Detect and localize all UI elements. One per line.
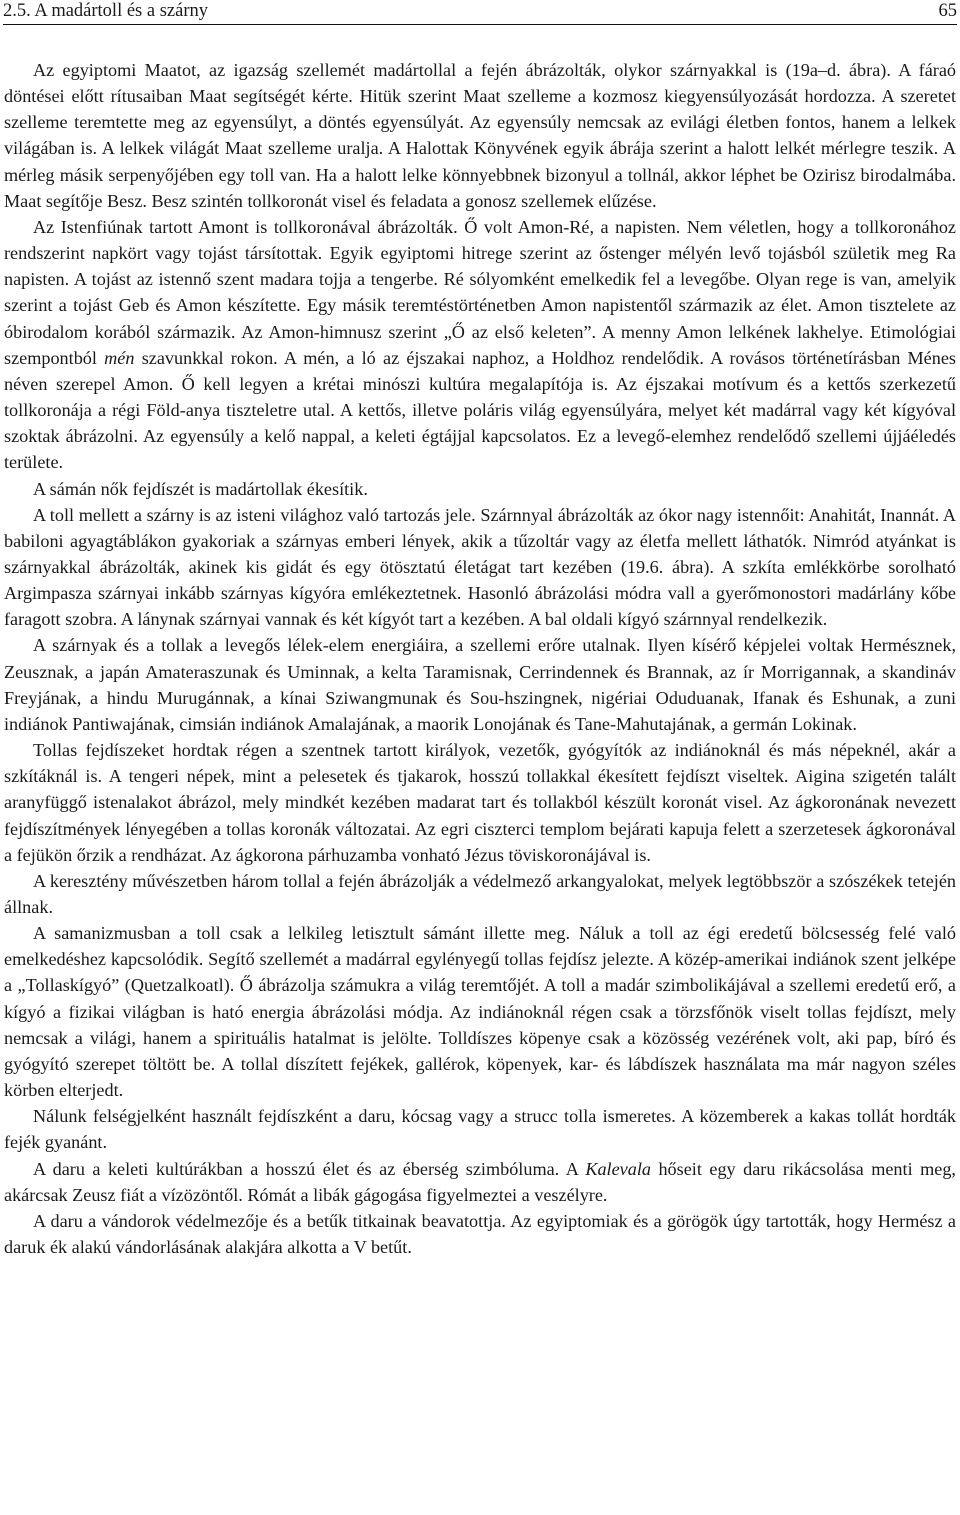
paragraph: A daru a vándorok védelmezője és a betűk titkainak beavatottja. Az egyiptomiak és a görögök úgy tartották, hogy Hermész a daruk ék alakú vándorlásának alakjára alkotta a V betűt. [4,1210,956,1258]
paragraph: Az Istenfiúnak tartott Amont is tollkoronával ábrázolták. Ő volt Amon-Ré, a napisten. Nem véletlen, hogy a tollkoronához rendszerint napkört vagy tojást társítottak. Egyik egyiptomi hitrege szerint az őstenger mélyén levő tojásból születik meg Ra napisten. A tojást az istennő szent madara tojja a tengerbe. Ré sólyomként emelkedik fel a levegőbe. Olyan rege is van, amelyik szerint a tojást Geb és Amon készítette. Egy másik teremtéstörténetben Amon napistentől származik az élet. Amon tisztelete az óbirodalom korából származik. Az Amon-himnusz szerint „Ő az első keleten”. A menny Amon lelkének lakhelye. Etimológiai szempontból mén szavunkkal rokon. A mén, a ló az éjszakai naphoz, a Holdhoz rendelődik. A rovásos történetírásban Ménes néven szerepel Amon. Ő kell legyen a krétai minószi kultúra megalapítója is. Az éjszakai motívum és a kettős szerkezetű tollkoronája a régi Föld-anya tiszteletre utal. A kettős, illetve poláris világ egyensúlyára, melyet két madárral vagy két kígyóval szoktak ábrázolni. Az egyensúly a kelő nappal, a keleti égtájjal kapcsolatos. Ez a levegő-elemhez rendelődő szellemi újjáéledés területe. [4,216,956,473]
page-number: 65 [938,1,957,21]
italic-term: Kalevala [585,1158,651,1179]
section-title: 2.5. A madártoll és a szárny [3,1,208,21]
paragraph: Az egyiptomi Maatot, az igazság szellemét madártollal a fején ábrázolták, olykor szárnyakkal is (19a–d. ábra). A fáraó döntései előtt rítusaiban Maat segítségét kérte. Hitük szerint Maat szelleme a kozmosz kiegyensúlyozását hordozza. A szeretet szelleme teremtette meg az egyensúlyt, a döntés egyensúlyát. Az egyensúly nemcsak az evilági életben fontos, hanem a lelkek világában is. A lelkek világát Maat szelleme uralja. A Halottak Könyvének egyik ábrája szerint a halott lelkét mérlegre teszik. A mérleg másik serpenyőjében egy toll van. Ha a halott lelke könnyebbnek bizonyul a tollnál, akkor léphet be Ozirisz birodalmába. Maat segítője Besz. Besz szintén tollkoronát visel és feladata a gonosz szellemek elűzése. [4,60,956,211]
paragraph: A sámán nők fejdíszét is madártollak ékesítik. [33,478,368,499]
paragraph: A daru a keleti kultúrákban a hosszú élet és az éberség szimbóluma. A Kalevala hőseit egy daru rikácsolása menti meg, akárcsak Zeusz fiát a vízözöntől. Rómát a libák gágogása figyelmeztei a veszélyre. [4,1158,956,1205]
paragraph: A toll mellett a szárny is az isteni világhoz való tartozás jele. Szárnnyal ábrázolták az ókor nagy istennőit: Anahitát, Inannát. A babiloni agyagtáblákon gyakoriak a szárnyas emberi lények, akik a tűzoltár vagy az életfa mellett láthatók. Nimród atyánkat is szárnyakkal ábrázolták, akinek kis gidát és egy ötösztatú életágat tart kezében (19.6. ábra). A szkíta emlékkörbe sorolható Argimpasza szárnyai inkább szárnyas kígyóra emlékeztetnek. Hasonló ábrázolási módra vall a gyerőmonostori madárlány kőbe faragott szobra. A lánynak szárnyai vannak és két kígyót tart a kezében. A bal oldali kígyó szárnnyal rendelkezik. [4,504,956,630]
italic-term: mén [104,347,135,368]
paragraph: A keresztény művészetben három tollal a fején ábrázolják a védelmező arkangyalokat, melyek legtöbbször a szószékek tetején állnak. [4,870,956,917]
running-header [3,0,957,25]
paragraph: A samanizmusban a toll csak a lelkileg letisztult sámánt illette meg. Náluk a toll az égi eredetű bölcsesség felé való emelkedéshez kapcsolódik. Segítő szellemét a madárral egylényegű tollas fejdísz jelezte. A közép-amerikai indiánok szent jelképe a „Tollaskígyó” (Quetzalkoatl). Ő ábrázolja számukra a világ teremtőjét. A toll a madár szimbolikájával a szellemi eredetű erő, a kígyó a fizikai világban is ható energia ábrázolási módja. Az indiánoknál régen csak a törzsfőnök viselt tollas fejdíszt, mely nemcsak a világi, hanem a spirituális hatalmat is jelölte. Tolldíszes köpenye csak a közösség vezérének volt, aki pap, bíró és gyógyító szerepet töltött be. A tollal díszített fejékek, gallérok, köpenyek, kar- és lábdíszek használata ma már nagyon széles körben elterjedt. [4,923,956,1101]
paragraph: A szárnyak és a tollak a levegős lélek-elem energiáira, a szellemi erőre utalnak. Ilyen kísérő képjelei voltak Hermésznek, Zeusznak, a japán Amateraszunak és Uminnak, a kelta Taramisnak, Cerrindennek és Brannak, az ír Morrigannak, a skandináv Freyjának, a hindu Murugánnak, a kínai Sziwangmunak és Sou-hszingnek, nigériai Oduduanak, Ifanak és Eshunak, a zuni indiánok Pantiwajának, cimsián indiánok Amalajának, a maorik Lonojának és Tane-Mahutajának, a germán Lokinak. [4,635,956,734]
paragraph: Nálunk felségjelként használt fejdíszként a daru, kócsag vagy a strucc tolla ismeretes. A közemberek a kakas tollát hordták fejék gyanánt. [4,1106,956,1153]
body-text [4,57,956,1260]
paragraph: Tollas fejdíszeket hordtak régen a szentnek tartott királyok, vezetők, gyógyítók az indiánoknál és más népeknél, akár a szkítáknál is. A tengeri népek, mint a pelesetek és tjakarok, hosszú tollakkal ékesített fejdíszt viseltek. Aigina szigetén talált aranyfüggő istenalakot ábrázol, mely mindkét kezében madarat tart és tollakból készült koronát visel. Az ágkoronának nevezett fejdíszítmények lényegében a tollas koronák változatai. Az egri ciszterci templom bejárati kapuja felett a szerzetesek ágkoronával a fejükön őrzik a rendházat. Az ágkorona párhuzamba vonható Jézus töviskoronájával is. [4,740,956,865]
